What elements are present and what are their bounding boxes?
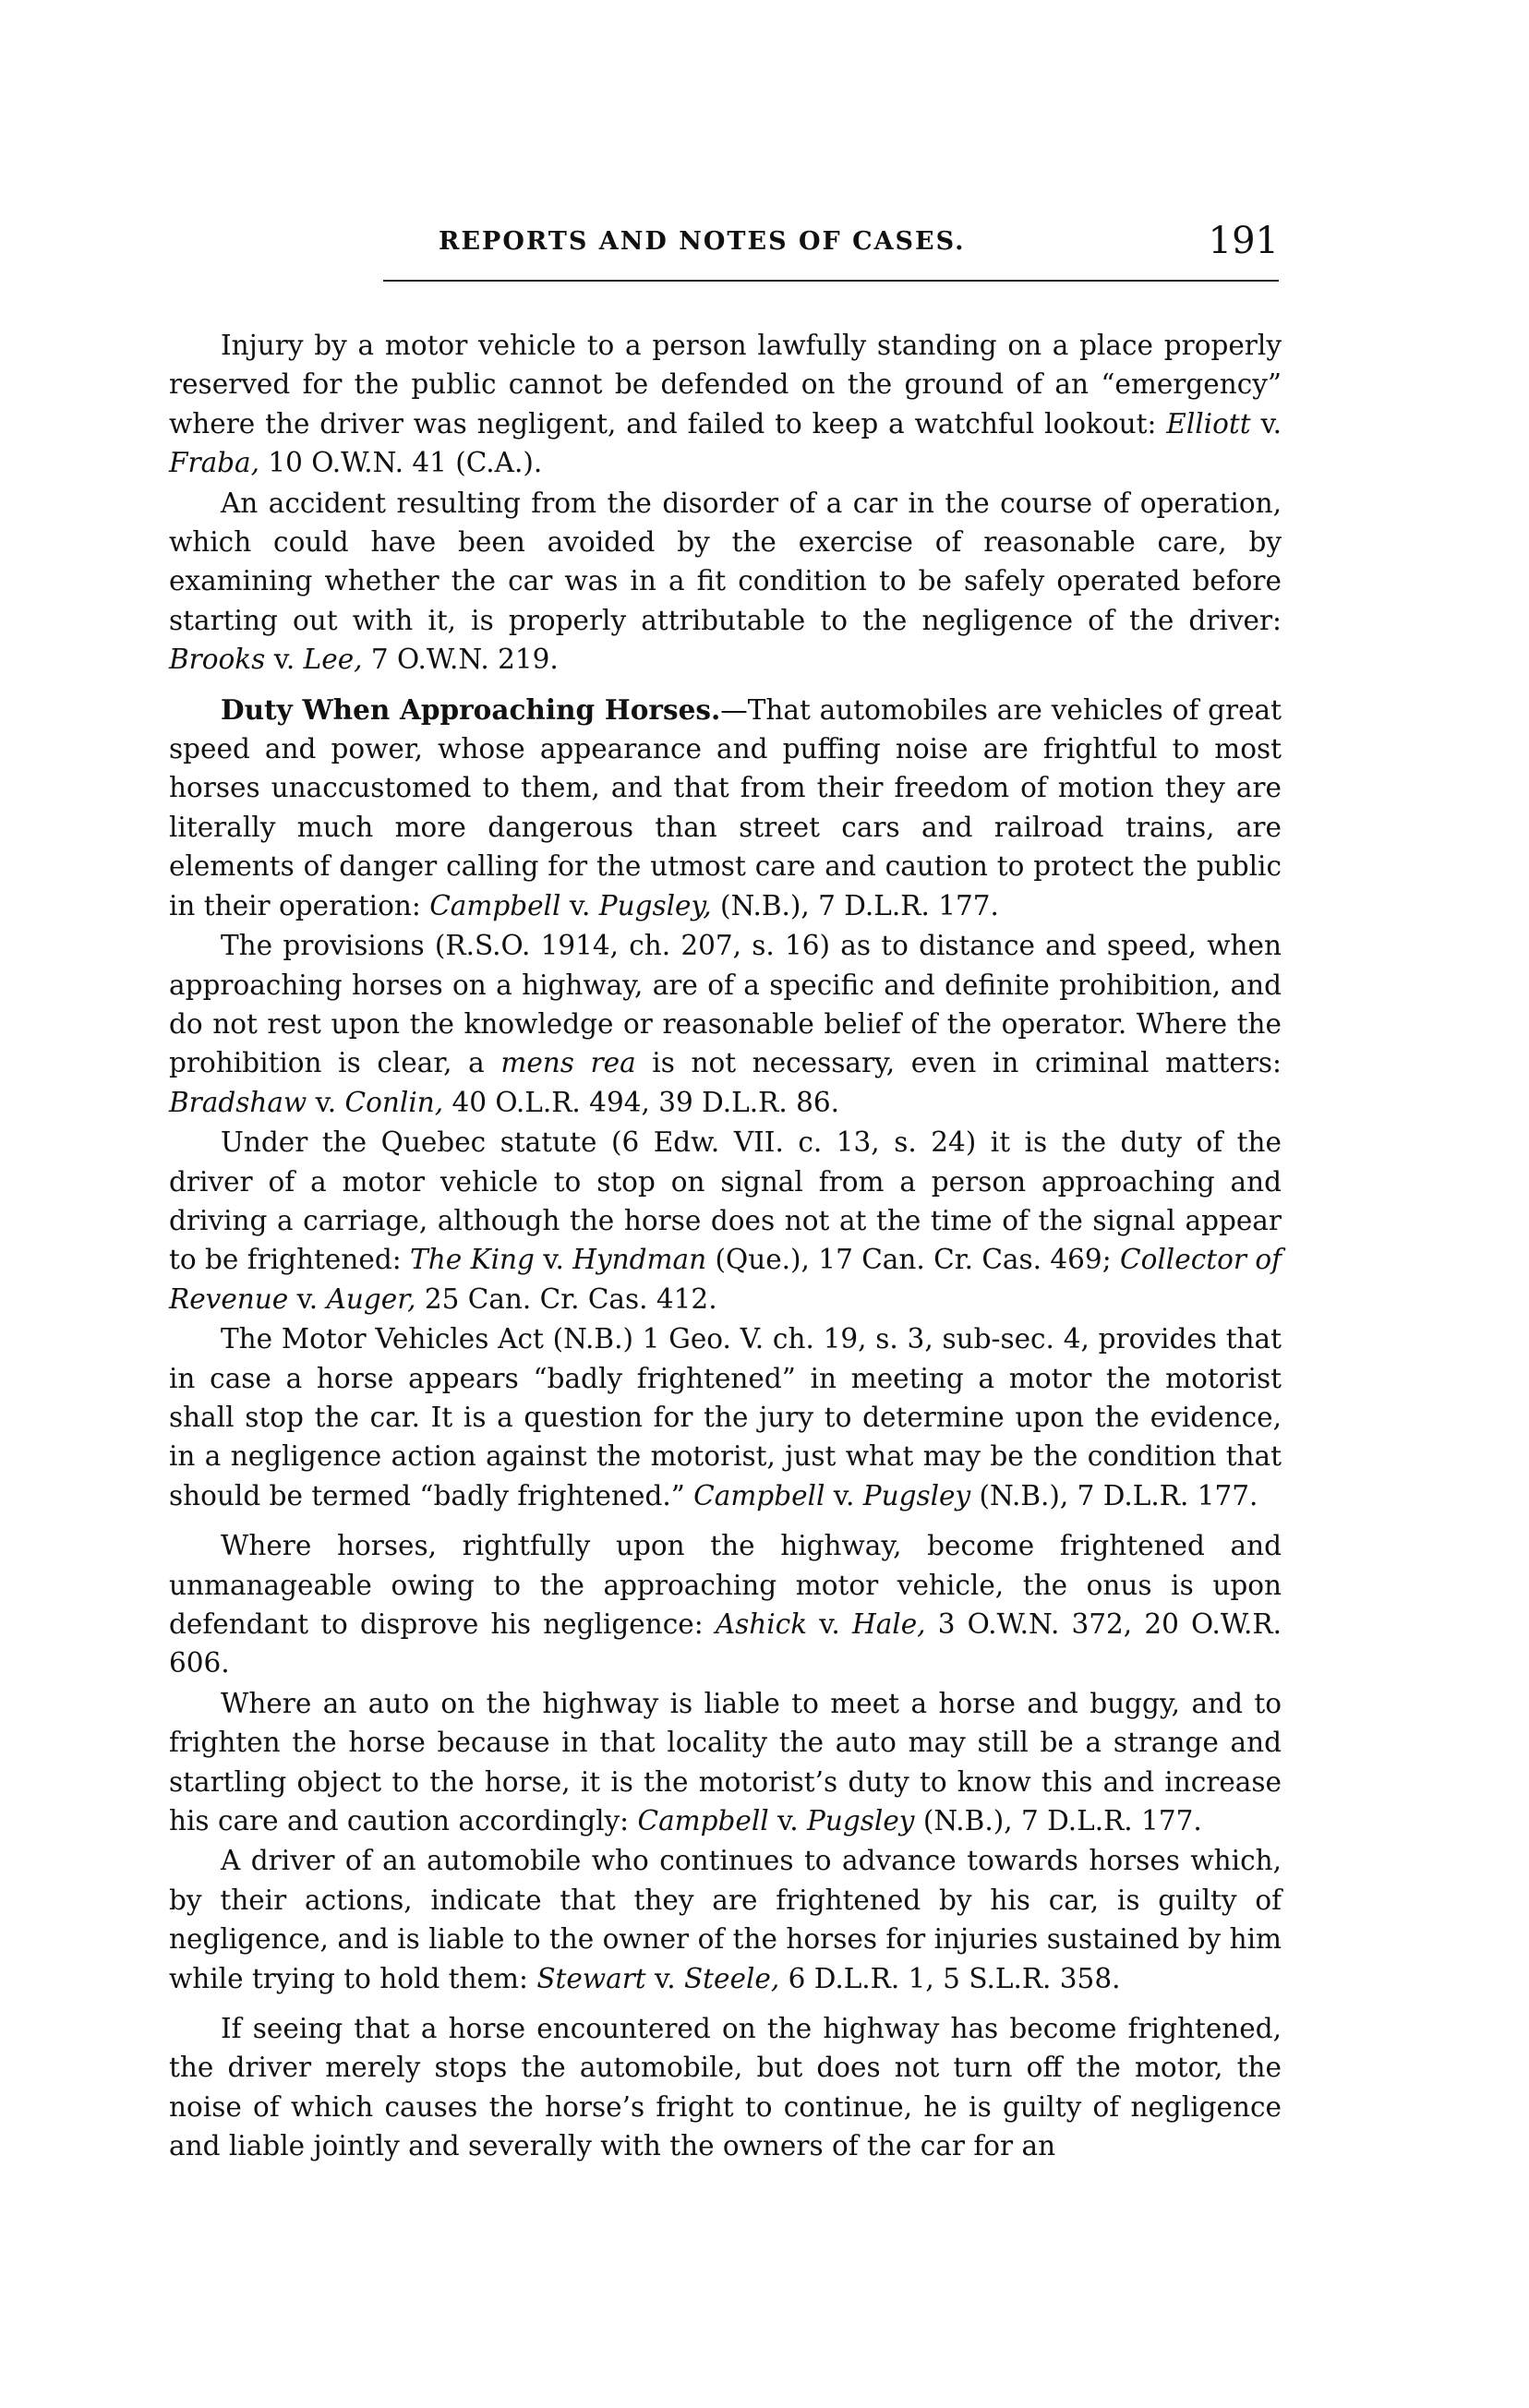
versus: v.: [768, 1805, 808, 1837]
paragraph-text: A driver of an automobile who continues to advance towards horses which, by their actions, indicate that they are frightened by his car, is guilty of negligence, and is liable to the owner of the horses for injuries sustained by him while trying to hold them:: [169, 1845, 1282, 1994]
case-name: Campbell: [693, 1479, 825, 1511]
citation: 6 D.L.R. 1, 5 S.L.R. 358.: [779, 1962, 1121, 1994]
versus: v.: [645, 1962, 684, 1994]
case-name: Campbell: [637, 1805, 769, 1837]
paragraph-text: Where an auto on the highway is liable to meet a horse and buggy, and to frighten the horse because in that locality the auto may still be a strange and startling object to the horse, it is the motorist’s duty to know this and increase his care and caution accordingly:: [169, 1687, 1282, 1837]
citation: 25 Can. Cr. Cas. 412.: [415, 1282, 717, 1315]
versus: v.: [807, 1608, 852, 1640]
case-name: Collector of Revenue: [169, 1244, 1282, 1315]
paragraph-8: [169, 1684, 1282, 1841]
citation: 3 O.W.N. 372, 20 O.W.R. 606.: [169, 1608, 1282, 1680]
header-rule: [383, 280, 1279, 282]
citation: 10 O.W.N. 41 (C.A.).: [259, 447, 543, 479]
citation: (Que.), 17 Can. Cr. Cas. 469;: [706, 1244, 1121, 1276]
versus: v.: [307, 1086, 345, 1118]
versus: v.: [1250, 407, 1282, 439]
case-name: Conlin,: [344, 1086, 444, 1118]
citation: 7 O.W.N. 219.: [362, 644, 559, 676]
case-name: Pugsley: [862, 1479, 971, 1511]
paragraph-3: [169, 691, 1282, 925]
paragraph-text: —That automobiles are vehicles of great speed and power, whose appearance and puffing noise are frightful to most horses unaccustomed to them, and that from their freedom of motion they are literally much more dangerous than street cars and railroad trains, are elements of danger calling for the utmost care and caution to protect the public in their operation:: [169, 693, 1282, 921]
case-name: Steele,: [683, 1962, 780, 1994]
paragraph-9: [169, 1841, 1282, 1998]
case-name: Lee,: [303, 644, 363, 676]
case-name: Fraba,: [169, 447, 260, 479]
paragraph-text: Injury by a motor vehicle to a person lawfully standing on a place properly reserved for the public cannot be defended on the ground of an “emergency” where the driver was negligent, and failed to keep a watchful lookout:: [169, 330, 1282, 439]
paragraph-text: Where horses, rightfully upon the highway, become frightened and unmanageable owing to the approaching motor vehicle, the onus is upon defendant to disprove his negligence:: [169, 1530, 1282, 1640]
paragraph-10: [169, 2009, 1282, 2166]
paragraph-text: If seeing that a horse encountered on the highway has become frightened, the driver merely stops the automobile, but does not turn off the motor, the noise of which causes the horse’s fright to continue, he is guilty of negligence and liable jointly and severally with the owners of the car for an: [169, 2013, 1282, 2162]
running-head: REPORTS AND NOTES OF CASES.: [439, 227, 966, 256]
latin-term: mens rea: [500, 1047, 636, 1079]
versus: v.: [288, 1282, 327, 1315]
case-name: Hyndman: [572, 1244, 707, 1276]
body-text: [169, 326, 1282, 2167]
paragraph-4: [169, 926, 1282, 1122]
page-header: [392, 220, 1279, 284]
case-name: Pugsley: [807, 1805, 915, 1837]
paragraph-text: is not necessary, even in criminal matters:: [635, 1047, 1282, 1079]
paragraph-5: [169, 1123, 1282, 1318]
versus: v.: [560, 889, 599, 921]
citation: (N.B.), 7 D.L.R. 177.: [914, 1805, 1202, 1837]
paragraph-text: An accident resulting from the disorder of a car in the course of operation, which could have been avoided by the exercise of reasonable care, by examining whether the car was in a fit condition to be safely operated before starting out with it, is properly attributable to the negligence of the driver:: [169, 487, 1282, 636]
page-number: 191: [1208, 220, 1279, 262]
paragraph-text: Under the Quebec statute (6 Edw. VII. c. 13, s. 24) it is the duty of the driver of a motor vehicle to stop on signal from a person approaching and driving a carriage, although the horse does not at the time of the signal appear to be frightened:: [169, 1126, 1282, 1276]
paragraph-text: The provisions (R.S.O. 1914, ch. 207, s. 16) as to distance and speed, when approaching horses on a highway, are of a specific and definite prohibition, and do not rest upon the knowledge or reasonable belief of the operator. Where the prohibition is clear, a: [169, 930, 1282, 1079]
case-name: Bradshaw: [169, 1086, 307, 1118]
case-name: Campbell: [429, 889, 561, 921]
case-name: Ashick: [715, 1608, 808, 1640]
citation: 40 O.L.R. 494, 39 D.L.R. 86.: [443, 1086, 839, 1118]
citation: (N.B.), 7 D.L.R. 177.: [970, 1479, 1258, 1511]
section-heading: Duty When Approaching Horses.: [221, 692, 721, 726]
case-name: Auger,: [326, 1282, 416, 1315]
case-name: Brooks: [169, 644, 266, 676]
case-name: Hale,: [851, 1608, 926, 1640]
case-name: Stewart: [536, 1962, 646, 1994]
citation: (N.B.), 7 D.L.R. 177.: [711, 889, 999, 921]
paragraph-text: The Motor Vehicles Act (N.B.) 1 Geo. V. ch. 19, s. 3, sub-sec. 4, provides that in case a horse appears “badly frightened” in meeting a motor the motorist shall stop the car. It is a question for the jury to determine upon the evidence, in a negligence action against the motorist, just what may be the condition that should be termed “badly frightened.”: [169, 1323, 1282, 1511]
paragraph-2: [169, 484, 1282, 680]
paragraph-6: [169, 1319, 1282, 1515]
case-name: Elliott: [1166, 407, 1251, 439]
paragraph-1: [169, 326, 1282, 483]
paragraph-7: [169, 1526, 1282, 1683]
versus: v.: [534, 1244, 573, 1276]
versus: v.: [825, 1479, 863, 1511]
case-name: The King: [410, 1244, 535, 1276]
case-name: Pugsley,: [598, 889, 712, 921]
versus: v.: [265, 644, 304, 676]
